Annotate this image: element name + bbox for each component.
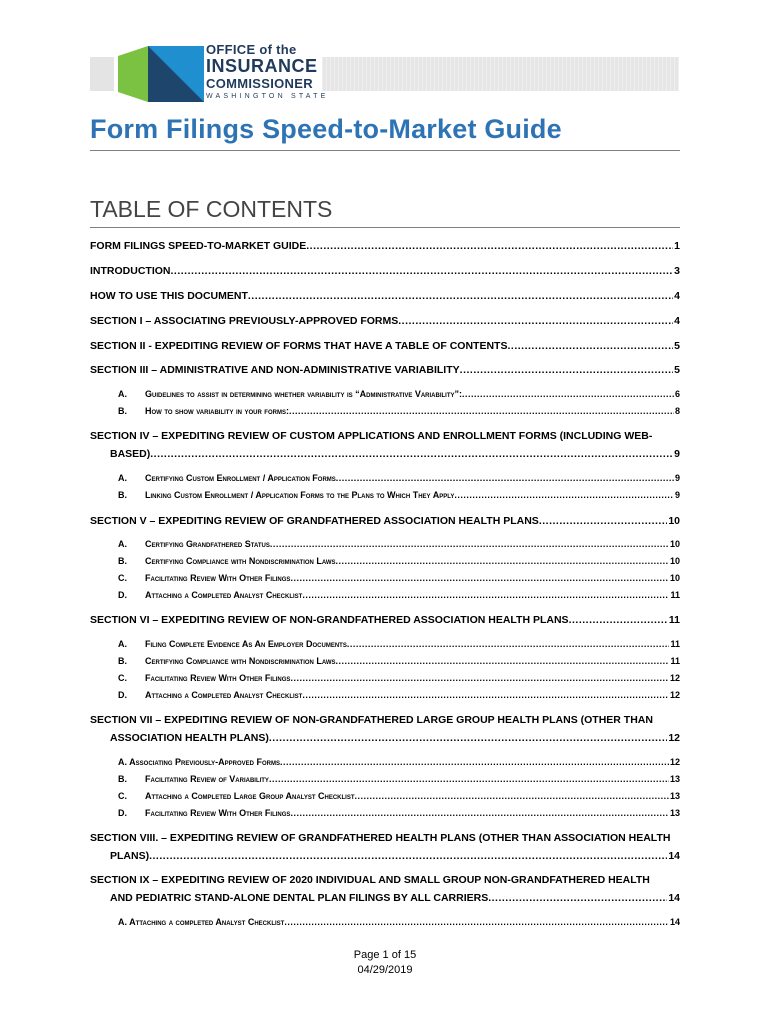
toc-subentry-label: A. xyxy=(118,639,127,649)
toc-subentry[interactable] xyxy=(118,490,680,500)
toc-subentry-label: A. xyxy=(118,473,127,483)
toc-subentry-page: 9 xyxy=(674,473,680,483)
toc-subentry-label: B. xyxy=(118,774,127,784)
toc-subentry[interactable] xyxy=(118,573,680,583)
toc-subentry-page: 6 xyxy=(674,389,680,399)
toc-entry[interactable] xyxy=(90,614,680,626)
toc-entry-line1: SECTION VIII. – EXPEDITING REVIEW OF GRANDFATHERED HEALTH PLANS (OTHER THAN ASSOCIATION HEALTH xyxy=(90,832,671,844)
toc-subentry[interactable] xyxy=(118,556,680,566)
toc-entry-page: 5 xyxy=(674,340,680,352)
toc-subentry[interactable] xyxy=(118,539,680,549)
toc-subentry-page: 11 xyxy=(670,639,680,649)
toc-entry[interactable] xyxy=(90,290,680,302)
toc-subentry-page: 14 xyxy=(669,917,680,927)
toc-subentry-label: C. xyxy=(118,673,127,683)
toc-subentry-text: Attaching a Completed Analyst Checklist xyxy=(145,590,303,600)
toc-entry[interactable] xyxy=(90,515,680,527)
toc-entry-text: SECTION II - EXPEDITING REVIEW OF FORMS THAT HAVE A TABLE OF CONTENTS xyxy=(90,340,508,352)
toc-entry[interactable] xyxy=(110,892,680,904)
toc-entry-text: PLANS) xyxy=(110,850,150,862)
logo-line-office: OFFICE of the xyxy=(206,42,297,57)
toc-entry-page: 9 xyxy=(674,448,680,460)
toc-entry-page: 12 xyxy=(668,732,680,744)
toc-subentry-page: 12 xyxy=(669,673,680,683)
toc-subentry-label: A. xyxy=(118,539,127,549)
toc-entry-line1: SECTION IX – EXPEDITING REVIEW OF 2020 INDIVIDUAL AND SMALL GROUP NON-GRANDFATHERED HEALTH xyxy=(90,874,650,886)
toc-entry-text: SECTION VI – EXPEDITING REVIEW OF NON-GRANDFATHERED ASSOCIATION HEALTH PLANS xyxy=(90,614,569,626)
toc-subentry-text: A. Associating Previously-Approved Forms xyxy=(118,757,281,767)
toc-subentry-text: Facilitating Review of Variability xyxy=(145,774,269,784)
toc-subentry[interactable] xyxy=(118,639,680,649)
toc-subentry-page: 11 xyxy=(670,656,680,666)
toc-subentry[interactable] xyxy=(118,757,680,767)
footer-date: 04/29/2019 xyxy=(357,964,413,976)
toc-entry-page: 3 xyxy=(674,265,680,277)
footer-page-number: Page 1 of 15 xyxy=(353,949,417,961)
toc-subentry-text: Filing Complete Evidence As An Employer Documents xyxy=(145,639,347,649)
toc-subentry-text: Certifying Compliance with Nondiscrimination Laws xyxy=(145,556,336,566)
toc-subentry-label: C. xyxy=(118,573,127,583)
toc-subentry[interactable] xyxy=(118,917,680,927)
toc-subentry-page: 10 xyxy=(669,573,680,583)
toc-subentry-label: D. xyxy=(118,690,127,700)
toc-subentry[interactable] xyxy=(118,690,680,700)
toc-subentry-label: D. xyxy=(118,808,127,818)
toc-subentry-text: Certifying Compliance with Nondiscrimination Laws xyxy=(145,656,336,666)
toc-entry[interactable] xyxy=(90,240,680,252)
logo-line-state: WASHINGTON STATE xyxy=(206,93,329,100)
toc-entry-text: BASED) xyxy=(110,448,151,460)
toc-subentry-page: 8 xyxy=(674,406,680,416)
toc-subentry-page: 11 xyxy=(670,590,680,600)
toc-subentry-text: Facilitating Review With Other Filings xyxy=(145,808,291,818)
logo-line-insurance: INSURANCE xyxy=(206,56,318,76)
toc-heading: TABLE OF CONTENTS xyxy=(90,196,333,222)
toc-subentry[interactable] xyxy=(118,389,680,399)
toc-entry-page: 5 xyxy=(674,364,680,376)
toc-subentry[interactable] xyxy=(118,808,680,818)
toc-entry-text: FORM FILINGS SPEED-TO-MARKET GUIDE xyxy=(90,240,307,252)
toc-entry-page: 4 xyxy=(674,315,680,327)
toc-entry-text: INTRODUCTION xyxy=(90,265,171,277)
toc-entry-page: 10 xyxy=(668,515,680,527)
toc-entry-page: 14 xyxy=(668,892,680,904)
toc-entry-text: SECTION V – EXPEDITING REVIEW OF GRANDFATHERED ASSOCIATION HEALTH PLANS xyxy=(90,515,539,527)
toc-subentry-page: 9 xyxy=(674,490,680,500)
toc-subentry-text: Certifying Grandfathered Status xyxy=(145,539,270,549)
toc-entry-line1: SECTION VII – EXPEDITING REVIEW OF NON-GRANDFATHERED LARGE GROUP HEALTH PLANS (OTHER THAN xyxy=(90,714,653,726)
toc-subentry-label: B. xyxy=(118,490,127,500)
toc-entry-page: 4 xyxy=(674,290,680,302)
toc-entry-page: 14 xyxy=(668,850,680,862)
toc-entry[interactable] xyxy=(110,448,680,460)
toc-subentry[interactable] xyxy=(118,590,680,600)
toc-subentry-text: How to show variability in your forms: xyxy=(145,406,289,416)
toc-entry[interactable] xyxy=(110,850,680,862)
toc-entry[interactable] xyxy=(90,265,680,277)
toc-subentry-text: Certifying Custom Enrollment / Application Forms xyxy=(145,473,336,483)
toc-entry-text: SECTION I – ASSOCIATING PREVIOUSLY-APPROVED FORMS xyxy=(90,315,399,327)
toc-subentry-label: B. xyxy=(118,556,127,566)
toc-subentry-text: Attaching a Completed Large Group Analyst Checklist xyxy=(145,791,355,801)
toc-subentry-page: 13 xyxy=(669,791,680,801)
toc-subentry-text: A. Attaching a completed Analyst Checklist xyxy=(118,917,285,927)
toc-subentry-page: 12 xyxy=(669,757,680,767)
toc-entry[interactable] xyxy=(90,315,680,327)
logo-line-commissioner: COMMISSIONER xyxy=(206,76,313,91)
toc-subentry-label: A. xyxy=(118,389,127,399)
toc-entry-page: 11 xyxy=(668,614,680,626)
toc-subentry-text: Linking Custom Enrollment / Application Forms to the Plans to Which They Apply xyxy=(145,490,455,500)
toc-entry[interactable] xyxy=(110,732,680,744)
toc-subentry-page: 13 xyxy=(669,774,680,784)
toc-subentry-label: D. xyxy=(118,590,127,600)
toc-subentry[interactable] xyxy=(118,774,680,784)
toc-subentry-text: Guidelines to assist in determining whether variability is “Administrative Variability”: xyxy=(145,389,463,399)
toc-subentry-label: C. xyxy=(118,791,127,801)
toc-subentry[interactable] xyxy=(118,656,680,666)
toc-subentry[interactable] xyxy=(118,791,680,801)
toc-entry-text: ASSOCIATION HEALTH PLANS) xyxy=(110,732,269,744)
toc-subentry-label: B. xyxy=(118,656,127,666)
toc-entry-text: HOW TO USE THIS DOCUMENT xyxy=(90,290,248,302)
toc-subentry-page: 12 xyxy=(669,690,680,700)
toc-subentry-text: Facilitating Review With Other Filings xyxy=(145,573,291,583)
toc-entry[interactable] xyxy=(90,340,680,352)
toc-subentry-label: B. xyxy=(118,406,127,416)
toc-entry[interactable] xyxy=(90,364,680,376)
toc-subentry-text: Facilitating Review With Other Filings xyxy=(145,673,291,683)
toc-entry-line1: SECTION IV – EXPEDITING REVIEW OF CUSTOM APPLICATIONS AND ENROLLMENT FORMS (INCLUDING WEB- xyxy=(90,430,653,442)
toc-entry-text: SECTION III – ADMINISTRATIVE AND NON-ADMINISTRATIVE VARIABILITY xyxy=(90,364,460,376)
toc-entry-text: AND PEDIATRIC STAND-ALONE DENTAL PLAN FILINGS BY ALL CARRIERS xyxy=(110,892,489,904)
toc-subentry-page: 10 xyxy=(669,539,680,549)
toc-subentry-text: Attaching a Completed Analyst Checklist xyxy=(145,690,303,700)
toc-subentry-page: 10 xyxy=(669,556,680,566)
toc-entry-page: 1 xyxy=(674,240,680,252)
toc-subentry[interactable] xyxy=(118,473,680,483)
toc-subentry-page: 13 xyxy=(669,808,680,818)
document-title: Form Filings Speed-to-Market Guide xyxy=(90,114,562,144)
toc-subentry[interactable] xyxy=(118,406,680,416)
toc-subentry[interactable] xyxy=(118,673,680,683)
